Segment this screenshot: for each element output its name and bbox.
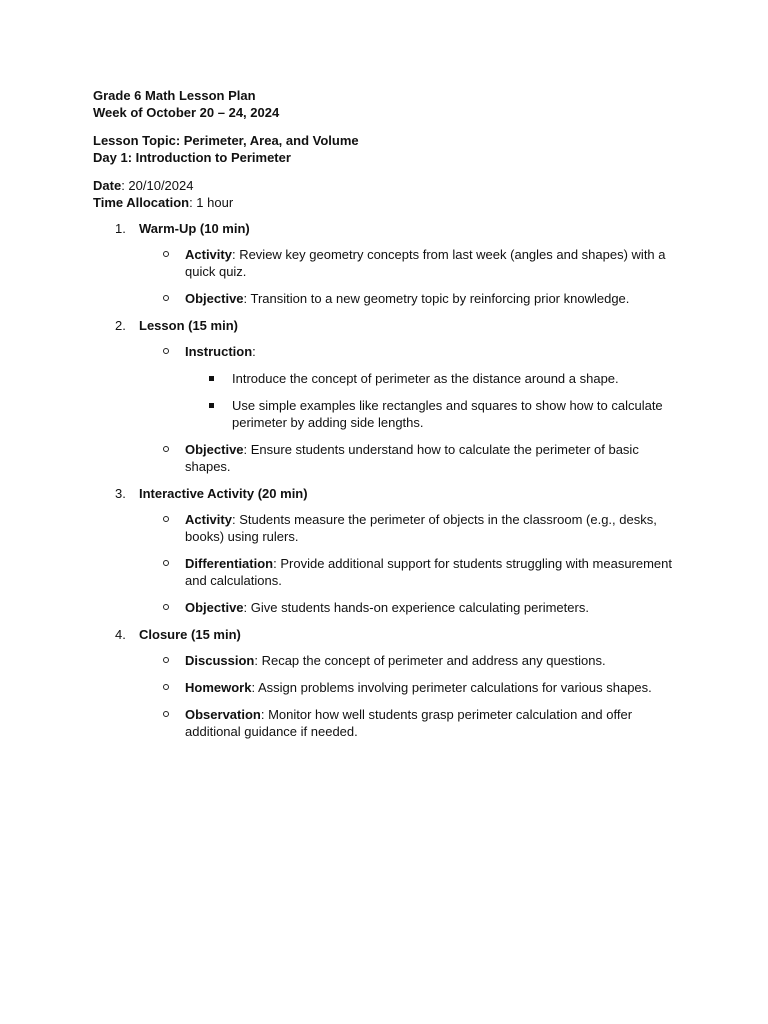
detail-text: : Provide additional support for students struggling with measurement and calculations. bbox=[185, 556, 673, 588]
step-details-list bbox=[139, 246, 677, 307]
step-number: 3. bbox=[115, 486, 126, 501]
step-details-list bbox=[139, 511, 677, 616]
step-title: Closure (15 min) bbox=[139, 627, 241, 642]
step-title: Lesson (15 min) bbox=[139, 318, 238, 333]
circle-bullet-icon bbox=[163, 657, 169, 663]
detail-text: : Give students hands-on experience calculating perimeters. bbox=[243, 600, 589, 615]
time-label: Time Allocation bbox=[93, 195, 190, 210]
detail-label: Activity bbox=[185, 247, 232, 262]
time-line bbox=[93, 194, 677, 211]
detail-label: Differentiation bbox=[185, 556, 274, 571]
detail-text: : Review key geometry concepts from last week (angles and shapes) with a quick quiz. bbox=[185, 247, 666, 279]
detail-label: Activity bbox=[185, 512, 232, 527]
circle-bullet-icon bbox=[163, 348, 169, 354]
instruction-list bbox=[185, 370, 677, 431]
circle-bullet-icon bbox=[163, 604, 169, 610]
detail-text: : Monitor how well students grasp perimeter calculation and offer additional guidance if needed. bbox=[185, 707, 633, 739]
step-item bbox=[93, 626, 677, 740]
detail-label: Objective bbox=[185, 600, 244, 615]
date-value: : 20/10/2024 bbox=[121, 178, 194, 193]
step-item bbox=[93, 220, 677, 307]
step-details-list bbox=[139, 652, 677, 740]
instruction-text: Use simple examples like rectangles and squares to show how to calculate perimeter by adding side lengths. bbox=[232, 398, 663, 430]
step-title: Warm-Up (10 min) bbox=[139, 221, 250, 236]
step-number: 2. bbox=[115, 318, 126, 333]
step-number: 1. bbox=[115, 221, 126, 236]
date-label: Date bbox=[93, 178, 122, 193]
detail-item bbox=[139, 246, 677, 280]
circle-bullet-icon bbox=[163, 516, 169, 522]
instruction-item bbox=[185, 370, 677, 387]
circle-bullet-icon bbox=[163, 560, 169, 566]
circle-bullet-icon bbox=[163, 684, 169, 690]
square-bullet-icon bbox=[209, 376, 214, 381]
instruction-text: Introduce the concept of perimeter as the distance around a shape. bbox=[232, 371, 619, 386]
instruction-item bbox=[185, 397, 677, 431]
day-title: Day 1: Introduction to Perimeter bbox=[93, 150, 291, 165]
step-item bbox=[93, 485, 677, 616]
detail-label: Discussion bbox=[185, 653, 255, 668]
circle-bullet-icon bbox=[163, 251, 169, 257]
steps-list bbox=[93, 220, 677, 740]
detail-item bbox=[139, 706, 677, 740]
detail-label: Objective bbox=[185, 442, 244, 457]
detail-item bbox=[139, 652, 677, 669]
detail-item bbox=[139, 679, 677, 696]
week-range: Week of October 20 – 24, 2024 bbox=[93, 105, 280, 120]
detail-item bbox=[139, 441, 677, 475]
step-number: 4. bbox=[115, 627, 126, 642]
detail-item bbox=[139, 555, 677, 589]
document-content bbox=[93, 87, 677, 750]
detail-text: : Ensure students understand how to calculate the perimeter of basic shapes. bbox=[185, 442, 639, 474]
detail-item bbox=[139, 511, 677, 545]
square-bullet-icon bbox=[209, 403, 214, 408]
lesson-topic: Lesson Topic: Perimeter, Area, and Volume bbox=[93, 133, 359, 148]
detail-label: Objective bbox=[185, 291, 244, 306]
detail-label: Homework bbox=[185, 680, 252, 695]
date-line bbox=[93, 177, 677, 194]
detail-item bbox=[139, 599, 677, 616]
header-block bbox=[93, 87, 677, 121]
circle-bullet-icon bbox=[163, 711, 169, 717]
detail-item bbox=[139, 290, 677, 307]
document-title: Grade 6 Math Lesson Plan bbox=[93, 88, 256, 103]
detail-label: Observation bbox=[185, 707, 261, 722]
time-value: : 1 hour bbox=[189, 195, 234, 210]
detail-item bbox=[139, 343, 677, 431]
circle-bullet-icon bbox=[163, 446, 169, 452]
step-title: Interactive Activity (20 min) bbox=[139, 486, 308, 501]
step-details-list bbox=[139, 343, 677, 475]
detail-text: : bbox=[252, 344, 256, 359]
step-item bbox=[93, 317, 677, 475]
detail-text: : Assign problems involving perimeter calculations for various shapes. bbox=[251, 680, 652, 695]
detail-text: : Students measure the perimeter of objects in the classroom (e.g., desks, books) using rulers. bbox=[185, 512, 657, 544]
circle-bullet-icon bbox=[163, 295, 169, 301]
detail-text: : Transition to a new geometry topic by reinforcing prior knowledge. bbox=[243, 291, 630, 306]
detail-label: Instruction bbox=[185, 344, 253, 359]
detail-text: : Recap the concept of perimeter and address any questions. bbox=[254, 653, 606, 668]
